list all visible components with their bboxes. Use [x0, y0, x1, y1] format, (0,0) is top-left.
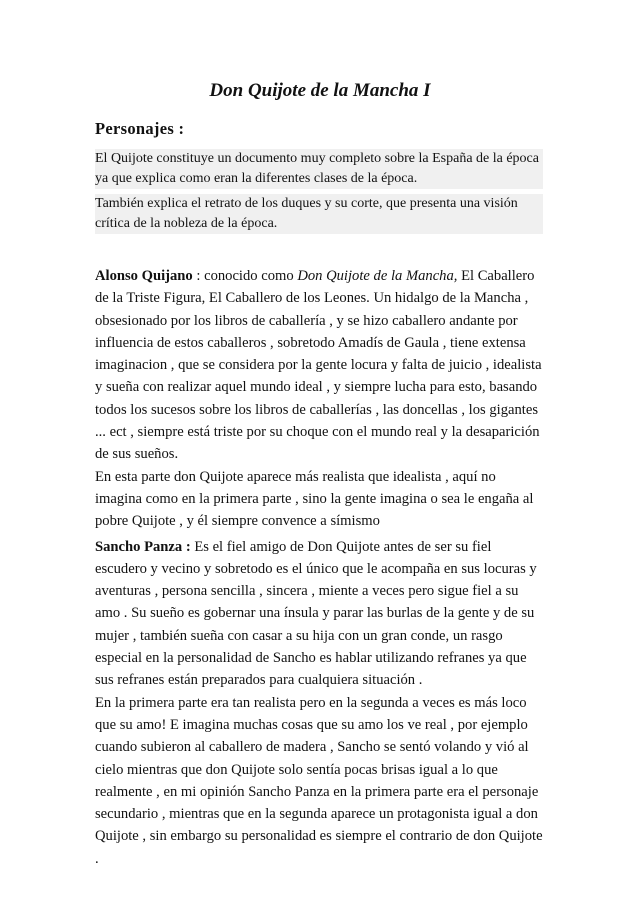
intro-block: [95, 149, 543, 239]
character-paragraph: [95, 265, 543, 466]
character-extra-paragraph: En esta parte don Quijote aparece más realista que idealista , aquí no imagina como en la primera parte , sino la gente imagina o sea le engaña al pobre Quijote , y él siempre convence a símismo: [95, 468, 534, 530]
character-paragraph: [95, 536, 543, 692]
document-title: Don Quijote de la Mancha I: [209, 80, 431, 101]
intro-paragraph: El Quijote constituye un documento muy completo sobre la España de la época ya que explica como eran la diferentes clases de la época.: [95, 149, 543, 189]
character-text: : conocido como: [192, 268, 298, 284]
characters-section: [95, 265, 543, 873]
character-name: Sancho Panza :: [95, 538, 191, 555]
section-heading: Personajes :: [95, 119, 185, 138]
character-quijote: [95, 265, 543, 533]
intro-paragraph: También explica el retrato de los duques y su corte, que presenta una visión crítica de la nobleza de la época.: [95, 194, 543, 234]
character-alias: Don Quijote de la Mancha,: [297, 268, 458, 284]
character-text: El Caballero de la Triste Figura, El Caballero de los Leones. Un hidalgo de la Mancha , obsesionado por los libros de caballería , y se hizo caballero andante por influencia de estos caballeros , sobretodo Amadís de Gaula , tiene extensa imaginacion , que se considera por la gente locura y falta de juicio , idealista y sueña con realizar aquel mundo ideal , y siempre lucha para esto, basando todos los sucesos sobre los libros de caballerías , las doncellas , los gigantes ... ect , siempre está triste por su choque con el mundo real y la desaparición de sus sueños.: [95, 268, 542, 463]
character-extra-paragraph: En la primera parte era tan realista pero en la segunda a veces es más loco que su amo! E imagina muchas cosas que su amo los ve real , por ejemplo cuando subieron al caballero de madera , Sancho se sentó volando y vió al cielo mientras que don Quijote solo sentía pocas brisas igual a lo que realmente , en mi opinión Sancho Panza en la primera parte era el personaje secundario , mientras que en la segunda aparece un protagonista igual a don Quijote , sin embargo su personalidad es siempre el contrario de don Quijote .: [95, 694, 543, 867]
character-sancho: [95, 536, 543, 870]
character-text: Es el fiel amigo de Don Quijote antes de ser su fiel escudero y vecino y sobretodo es el único que le acompaña en sus locuras y aventuras , persona sencilla , sincera , miente a veces pero sigue fiel a su amo . Su sueño es gobernar una ínsula y parar las burlas de la gente y de su mujer , también sueña con casar a su hija con un gran conde, un rasgo especial en la personalidad de Sancho es hablar utilizando refranes ya que sus refranes están preparados para cualquiera situación .: [95, 538, 537, 689]
character-name: Alonso Quijano: [95, 268, 193, 284]
